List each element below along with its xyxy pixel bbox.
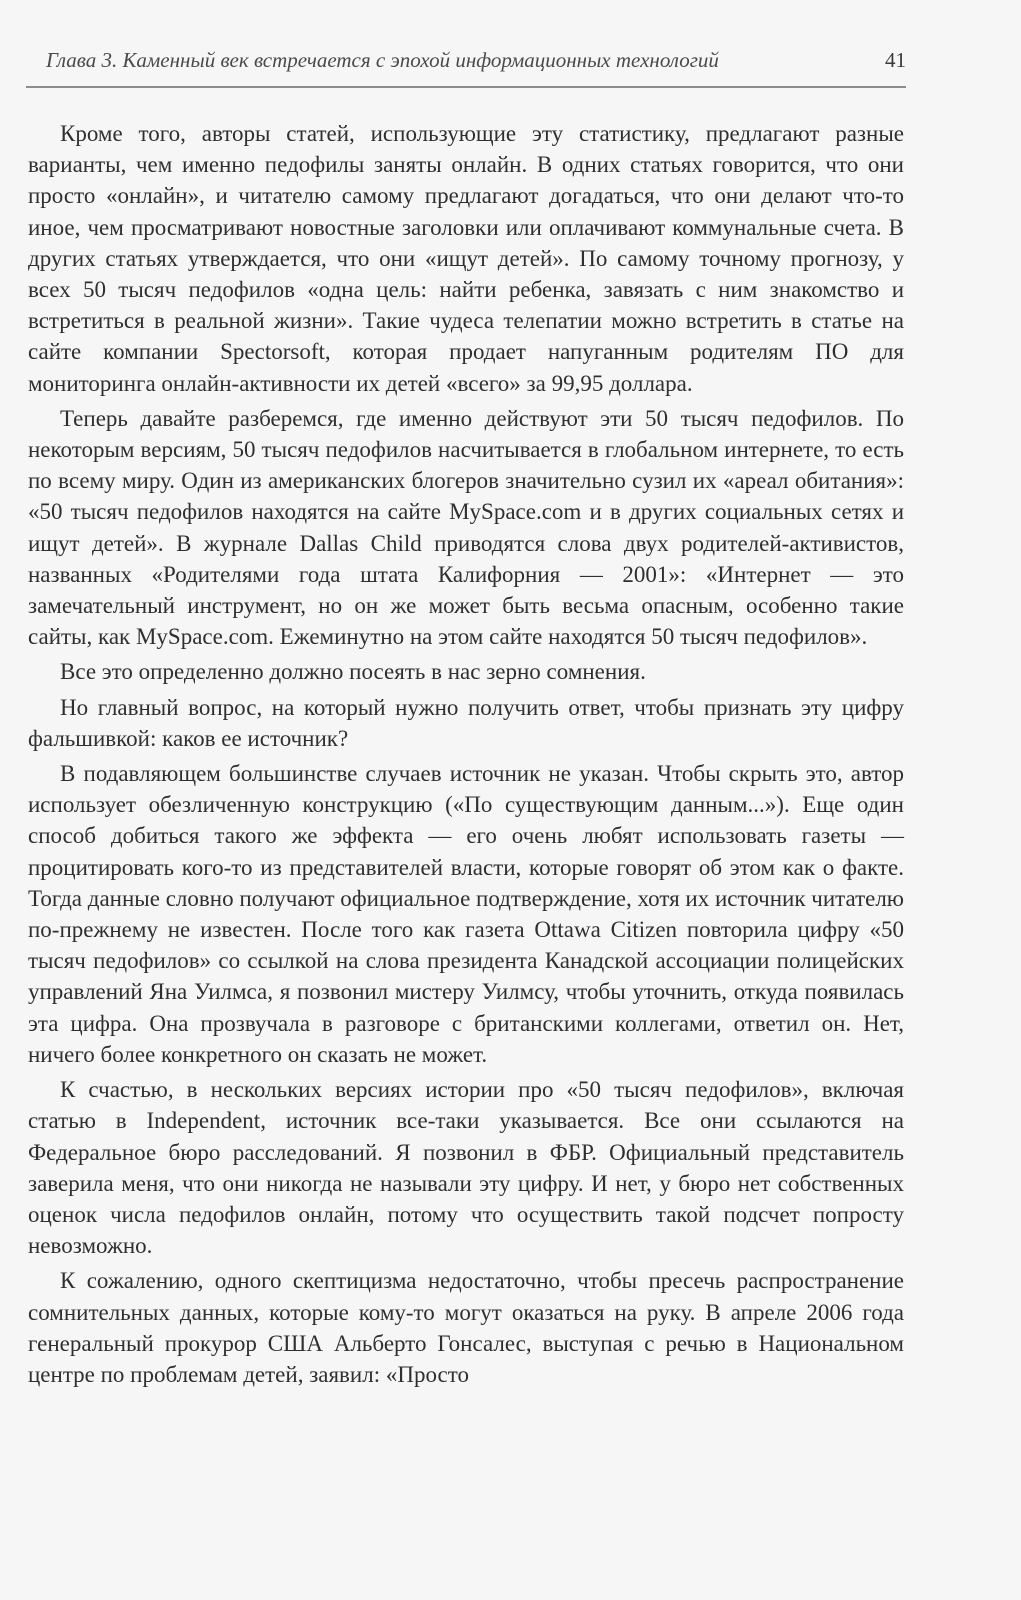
page-number: 41 [885, 48, 906, 72]
paragraph-7: К сожалению, одного скептицизма недостаточно, чтобы пресечь распространение сомнительных данных, которые кому-то могут оказаться на руку. В апреле 2006 года генеральный прокурор США Альберто Гонсалес, выступая с речью в Национальном центре по проблемам детей, заявил: «Просто [28, 1268, 904, 1387]
paragraph-4: Но главный вопрос, на который нужно получить ответ, чтобы признать эту цифру фальшивкой: каков ее источник? [28, 694, 904, 751]
running-title: Глава 3. Каменный век встречается с эпохой информационных технологий [46, 48, 719, 72]
body-text [28, 118, 904, 1394]
paragraph-5: В подавляющем большинстве случаев источник не указан. Чтобы скрыть это, автор использует обезличенную конструкцию («По существующим данным...»). Еще один способ добиться такого же эффекта — его очень любят использовать газеты — процитировать кого-то из представителей власти, которые говорят об этом как о факте. Тогда данные словно получают официальное подтверждение, хотя их источник читателю по-прежнему не известен. После того как газета Ottawa Citizen повторила цифру «50 тысяч педофилов» со ссылкой на слова президента Канадской ассоциации полицейских управлений Яна Уилмса, я позвонил мистеру Уилмсу, чтобы уточнить, откуда появилась эта цифра. Она прозвучала в разговоре с британскими коллегами, ответил он. Нет, ничего более конкретного он сказать не может. [28, 761, 904, 1067]
paragraph-3: Все это определенно должно посеять в нас зерно сомнения. [60, 659, 646, 685]
header-rule [26, 86, 906, 88]
paragraph-6: К счастью, в нескольких версиях истории про «50 тысяч педофилов», включая статью в Independent, источник все-таки указывается. Все они ссылаются на Федеральное бюро расследований. Я позвонил в ФБР. Официальный представитель заверила меня, что они никогда не называли эту цифру. И нет, у бюро нет собственных оценок числа педофилов онлайн, потому что осуществить такой подсчет попросту невозможно. [28, 1077, 904, 1259]
paragraph-1: Кроме того, авторы статей, использующие эту статистику, предлагают разные варианты, чем именно педофилы заняты онлайн. В одних статьях говорится, что они просто «онлайн», и читателю самому предлагают догадаться, что они делают что-то иное, чем просматривают новостные заголовки или оплачивают коммунальные счета. В других статьях утверждается, что они «ищут детей». По самому точному прогнозу, у всех 50 тысяч педофилов «одна цель: найти ребенка, завязать с ним знакомство и встретиться в реальной жизни». Такие чудеса телепатии можно встретить в статье на сайте компании Spectorsoft, которая продает напуганным родителям ПО для мониторинга онлайн-активности их детей «всего» за 99,95 доллара. [28, 121, 904, 396]
paragraph-2: Теперь давайте разберемся, где именно действуют эти 50 тысяч педофилов. По некоторым версиям, 50 тысяч педофилов насчитывается в глобальном интернете, то есть по всему миру. Один из американских блогеров значительно сузил их «ареал обитания»: «50 тысяч педофилов находятся на сайте MySpace.com и в других социальных сетях и ищут детей». В журнале Dallas Child приводятся слова двух родителей-активистов, названных «Родителями года штата Калифорния — 2001»: «Интернет — это замечательный инструмент, но он же может быть весьма опасным, особенно такие сайты, как MySpace.com. Ежеминутно на этом сайте находятся 50 тысяч педофилов». [28, 405, 904, 650]
running-head [26, 44, 906, 82]
